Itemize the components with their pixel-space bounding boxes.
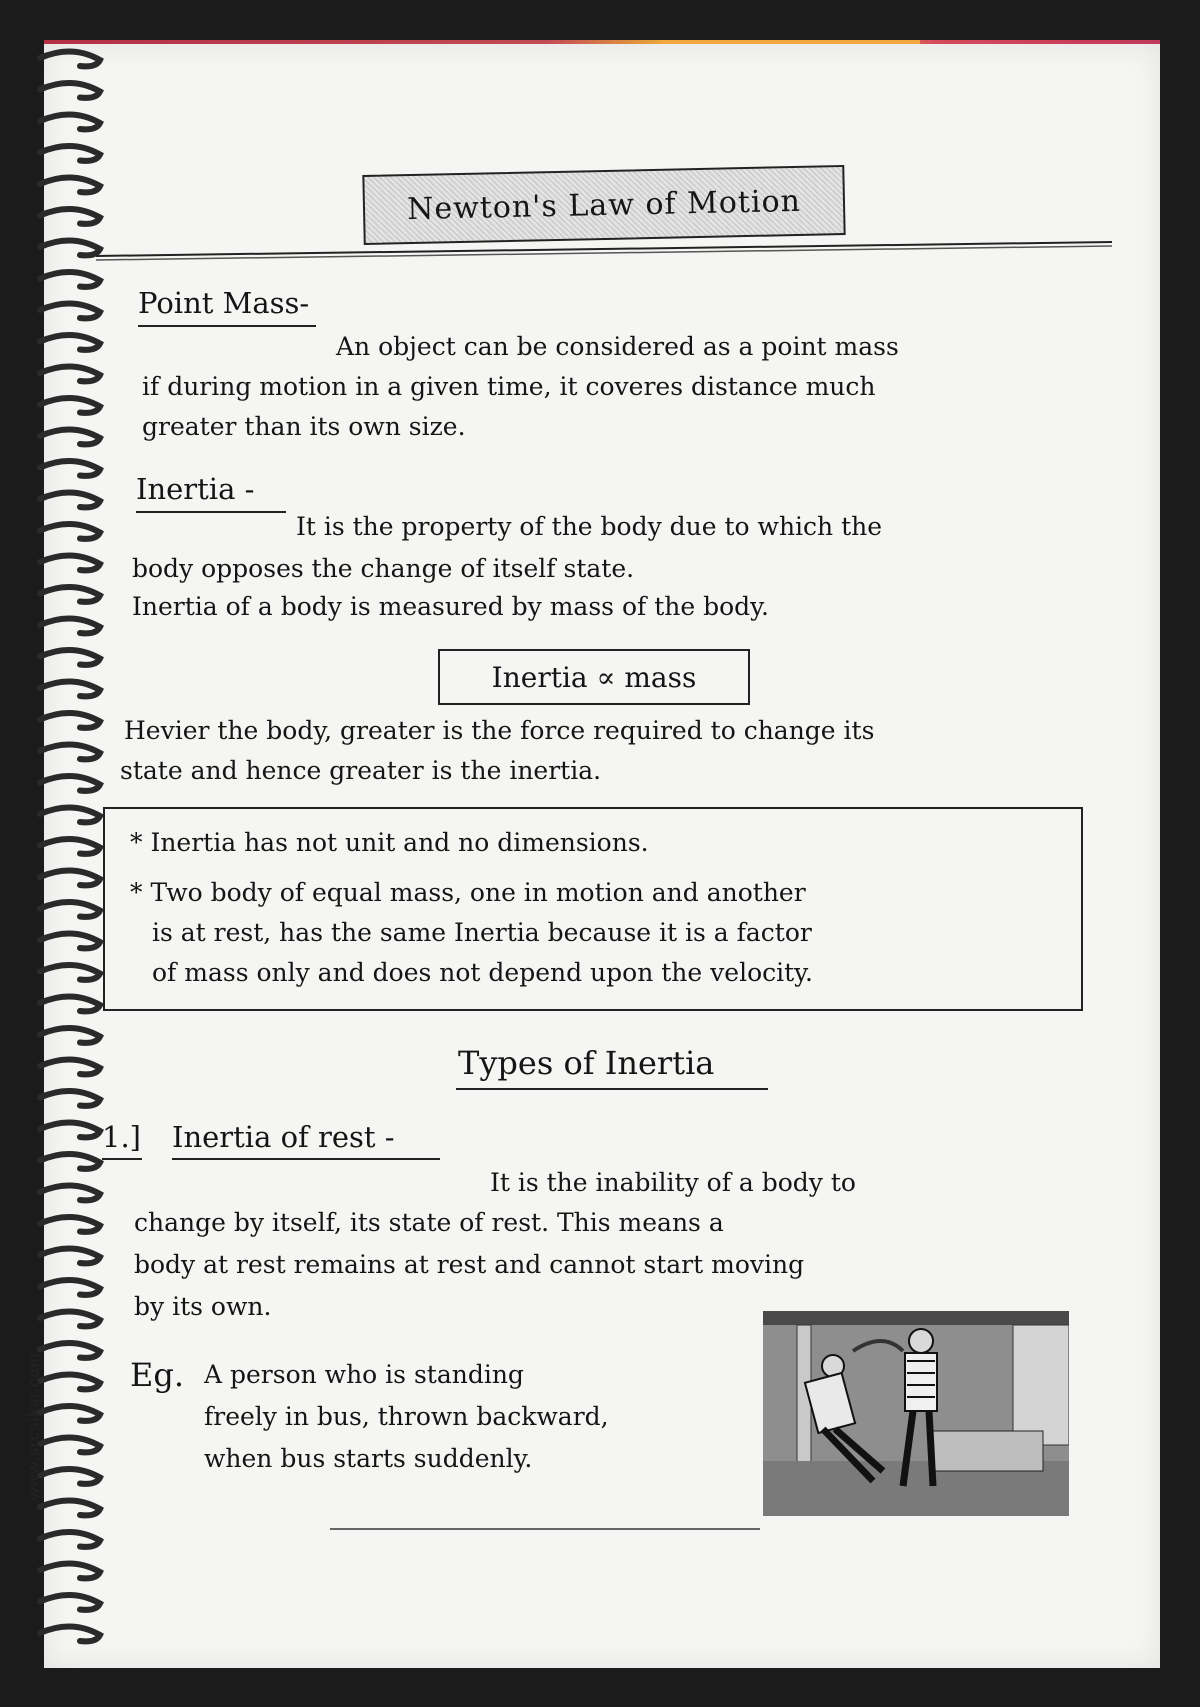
spiral-coil — [40, 713, 100, 728]
heading-inertia-of-rest: Inertia of rest - — [172, 1120, 395, 1154]
title-double-rule — [96, 236, 1112, 266]
spiral-coil — [40, 650, 100, 665]
inertia-line-2: body opposes the change of itself state. — [132, 554, 635, 583]
rest-line-3: body at rest remains at rest and cannot start moving — [134, 1250, 805, 1279]
page-title-box — [362, 165, 845, 245]
spiral-coil — [40, 177, 100, 192]
spiral-coil — [40, 1217, 100, 1232]
heading-point-mass: Point Mass- — [138, 286, 310, 320]
spiral-coil — [40, 1185, 100, 1200]
inertia-line-1: It is the property of the body due to which the — [296, 512, 883, 541]
spiral-coil — [40, 807, 100, 822]
spiral-coil — [40, 681, 100, 696]
spiral-coil — [40, 524, 100, 539]
spiral-coil — [40, 1028, 100, 1043]
spiral-coil — [40, 587, 100, 602]
spiral-coil — [40, 51, 100, 66]
formula-box: Inertia ∝ mass — [438, 649, 750, 705]
spiral-coil — [40, 209, 100, 224]
spiral-coil — [40, 1374, 100, 1389]
spiral-coil — [40, 83, 100, 98]
spiral-coil — [40, 492, 100, 507]
underline-inertia — [136, 511, 286, 513]
rest-line-2: change by itself, its state of rest. This means a — [134, 1208, 724, 1237]
spiral-coil — [40, 744, 100, 759]
spiral-coil — [40, 555, 100, 570]
spiral-coil — [40, 1343, 100, 1358]
example-line-3: when bus starts suddenly. — [204, 1444, 533, 1473]
spiral-coil — [40, 776, 100, 791]
point-mass-line-1: An object can be considered as a point mass — [336, 332, 899, 361]
spiral-coil — [40, 1311, 100, 1326]
spiral-coil — [40, 1595, 100, 1610]
note-line-3: is at rest, has the same Inertia because it is a factor — [152, 918, 812, 947]
spiral-coil — [40, 1091, 100, 1106]
note-line-2: * Two body of equal mass, one in motion and another — [130, 878, 806, 907]
spiral-coil — [40, 933, 100, 948]
example-line-2: freely in bus, thrown backward, — [204, 1402, 609, 1431]
spiral-coil — [40, 1280, 100, 1295]
spiral-coil — [40, 870, 100, 885]
bottom-rule — [330, 1528, 760, 1530]
inertia-after-line-1: Hevier the body, greater is the force required to change its — [124, 716, 875, 745]
spiral-coil — [40, 902, 100, 917]
spiral-coil — [40, 1469, 100, 1484]
spiral-coil — [40, 618, 100, 633]
spiral-binding — [0, 0, 110, 1707]
spiral-coil — [40, 1059, 100, 1074]
spiral-coil — [40, 1406, 100, 1421]
spiral-coil — [40, 1626, 100, 1641]
spiral-coil — [40, 965, 100, 980]
underline-item1-number — [102, 1158, 142, 1160]
spiral-coil — [40, 1248, 100, 1263]
spiral-coil — [40, 272, 100, 287]
rest-line-4: by its own. — [134, 1292, 272, 1321]
spiral-coil — [40, 1122, 100, 1137]
point-mass-line-2: if during motion in a given time, it coveres distance much — [142, 372, 876, 401]
heading-types-of-inertia: Types of Inertia — [458, 1044, 715, 1082]
point-mass-line-3: greater than its own size. — [142, 412, 466, 441]
underline-inertia-of-rest — [172, 1158, 440, 1160]
bus-illustration — [763, 1311, 1069, 1516]
spiral-coil — [40, 1500, 100, 1515]
underline-point-mass — [138, 325, 316, 327]
spiral-coil — [40, 1563, 100, 1578]
spiral-coil — [40, 398, 100, 413]
underline-types — [456, 1088, 768, 1090]
spiral-coil — [40, 1532, 100, 1547]
spiral-coil — [40, 366, 100, 381]
inertia-after-line-2: state and hence greater is the inertia. — [120, 756, 602, 785]
watermark: www.srcsikar.com — [26, 1352, 43, 1500]
spiral-coil — [40, 429, 100, 444]
item1-number: 1.] — [102, 1120, 141, 1154]
spiral-coil — [40, 1154, 100, 1169]
note-line-4: of mass only and does not depend upon the velocity. — [152, 958, 813, 987]
heading-inertia: Inertia - — [136, 472, 255, 506]
spiral-coil — [40, 146, 100, 161]
spiral-coil — [40, 996, 100, 1011]
inertia-line-3: Inertia of a body is measured by mass of the body. — [132, 592, 769, 621]
rest-line-1: It is the inability of a body to — [490, 1168, 856, 1197]
spiral-coil — [40, 1437, 100, 1452]
spiral-coil — [40, 240, 100, 255]
spiral-coil — [40, 335, 100, 350]
spiral-coil — [40, 303, 100, 318]
spiral-coil — [40, 114, 100, 129]
example-label: Eg. — [130, 1356, 185, 1394]
note-line-1: * Inertia has not unit and no dimensions. — [130, 828, 649, 857]
page-title: Newton's Law of Motion — [406, 183, 802, 227]
spiral-coil — [40, 461, 100, 476]
example-line-1: A person who is standing — [204, 1360, 524, 1389]
spiral-coil — [40, 839, 100, 854]
